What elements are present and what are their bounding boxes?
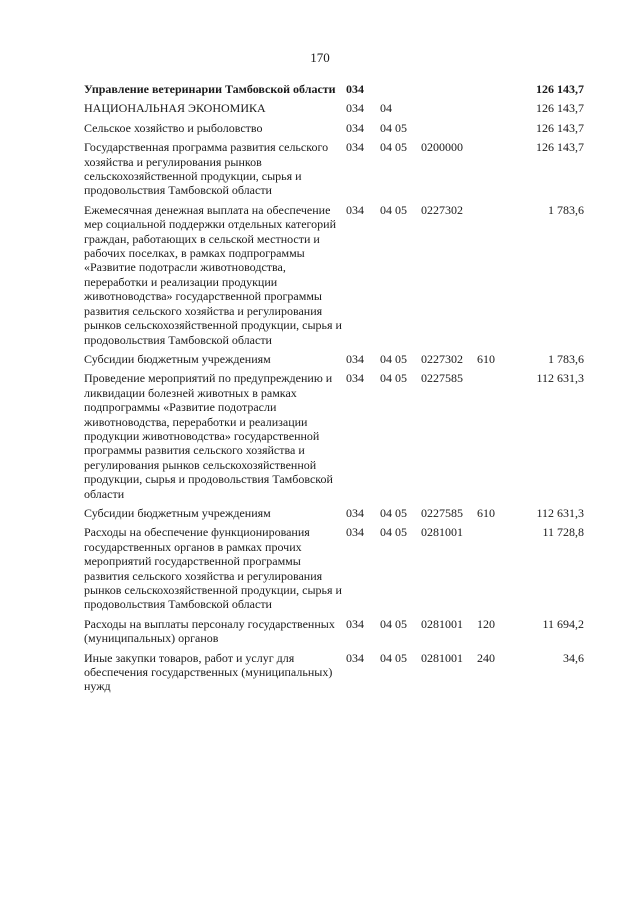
budget-item-name: Ежемесячная денежная выплата на обеспечение мер социальной поддержки отдельных категорий граждан, работающих в сельской местности и рабочих поселках, в рамках подпрограммы «Развитие подотрасли животноводства, переработки и реализации продукции животноводства» государственной программы развития сельского хозяйства и регулирования рынков сельскохозяйственной продукции, сырья и продовольствия Тамбовской области bbox=[84, 202, 342, 347]
expense-type-code bbox=[477, 140, 507, 203]
target-article-code bbox=[421, 101, 477, 120]
department-code: 034 bbox=[346, 101, 364, 116]
target-article-code: 0227585 bbox=[421, 371, 463, 386]
budget-table bbox=[84, 82, 584, 699]
budget-item-name: Проведение мероприятий по предупреждению и ликвидации болезней животных в рамках подпрограммы «Развитие подотрасли животноводства, переработки и реализации продукции животноводства» государственной программы развития сельского хозяйства и регулирования рынков сельскохозяйственной продукции, сырья и продовольствия Тамбовской области bbox=[84, 371, 333, 501]
department-code: 034 bbox=[346, 202, 364, 217]
table-row bbox=[84, 617, 584, 651]
amount: 126 143,7 bbox=[536, 140, 584, 155]
department-code: 034 bbox=[346, 82, 364, 96]
section-code: 04 05 bbox=[380, 202, 407, 217]
section-code: 04 05 bbox=[380, 525, 407, 540]
amount: 112 631,3 bbox=[536, 371, 584, 386]
expense-type-code: 120 bbox=[477, 616, 495, 631]
expense-type-code: 240 bbox=[477, 650, 495, 665]
section-code: 04 05 bbox=[380, 371, 407, 386]
amount: 126 143,7 bbox=[536, 82, 584, 96]
department-code: 034 bbox=[346, 120, 364, 135]
table-row bbox=[84, 101, 584, 120]
target-article-code: 0281001 bbox=[421, 616, 463, 631]
section-code: 04 05 bbox=[380, 140, 407, 155]
section-code: 04 05 bbox=[380, 505, 407, 520]
expense-type-code bbox=[477, 203, 507, 352]
expense-type-code bbox=[477, 82, 507, 101]
table-row bbox=[84, 352, 584, 371]
target-article-code bbox=[421, 82, 477, 101]
budget-item-name: Управление ветеринарии Тамбовской области bbox=[84, 82, 336, 96]
budget-item-name: Субсидии бюджетным учреждениям bbox=[84, 505, 271, 520]
target-article-code: 0200000 bbox=[421, 140, 463, 155]
budget-item-name: Государственная программа развития сельского хозяйства и регулирования рынков сельскохозяйственной продукции, сырья и продовольствия Тамбовской области bbox=[84, 140, 329, 198]
amount: 1 783,6 bbox=[548, 351, 584, 366]
page-number: 170 bbox=[310, 50, 330, 65]
expense-type-code bbox=[477, 371, 507, 506]
expense-type-code: 610 bbox=[477, 351, 495, 366]
section-code: 04 05 bbox=[380, 616, 407, 631]
target-article-code: 0227302 bbox=[421, 351, 463, 366]
amount: 1 783,6 bbox=[548, 202, 584, 217]
amount: 11 694,2 bbox=[542, 616, 584, 631]
amount: 126 143,7 bbox=[536, 120, 584, 135]
target-article-code: 0227585 bbox=[421, 505, 463, 520]
table-row bbox=[84, 525, 584, 616]
table-row bbox=[84, 506, 584, 525]
expense-type-code: 610 bbox=[477, 505, 495, 520]
section-code: 04 bbox=[380, 101, 392, 116]
amount: 34,6 bbox=[563, 650, 584, 665]
expense-type-code bbox=[477, 525, 507, 616]
department-code: 034 bbox=[346, 525, 364, 540]
department-code: 034 bbox=[346, 371, 364, 386]
budget-item-name: Субсидии бюджетным учреждениям bbox=[84, 351, 271, 366]
department-code: 034 bbox=[346, 505, 364, 520]
target-article-code bbox=[421, 121, 477, 140]
amount: 126 143,7 bbox=[536, 101, 584, 116]
amount: 112 631,3 bbox=[536, 505, 584, 520]
table-row bbox=[84, 203, 584, 352]
budget-table-body bbox=[84, 82, 584, 699]
budget-item-name: НАЦИОНАЛЬНАЯ ЭКОНОМИКА bbox=[84, 101, 266, 116]
table-row bbox=[84, 371, 584, 506]
budget-item-name: Расходы на обеспечение функционирования государственных органов в рамках прочих мероприятий государственной программы развития сельского хозяйства и регулирования рынков сельскохозяйственной продукции, сырья и продовольствия Тамбовской области bbox=[84, 525, 342, 612]
table-row bbox=[84, 651, 584, 699]
section-code: 04 05 bbox=[380, 120, 407, 135]
table-row bbox=[84, 140, 584, 203]
section-code bbox=[380, 82, 421, 101]
department-code: 034 bbox=[346, 650, 364, 665]
amount: 11 728,8 bbox=[542, 525, 584, 540]
department-code: 034 bbox=[346, 616, 364, 631]
expense-type-code bbox=[477, 101, 507, 120]
budget-item-name: Иные закупки товаров, работ и услуг для обеспечения государственных (муниципальных) нужд bbox=[84, 650, 333, 694]
budget-item-name: Сельское хозяйство и рыболовство bbox=[84, 120, 263, 135]
department-code: 034 bbox=[346, 140, 364, 155]
target-article-code: 0281001 bbox=[421, 525, 463, 540]
target-article-code: 0281001 bbox=[421, 650, 463, 665]
budget-item-name: Расходы на выплаты персоналу государственных (муниципальных) органов bbox=[84, 616, 335, 646]
target-article-code: 0227302 bbox=[421, 202, 463, 217]
table-row bbox=[84, 121, 584, 140]
section-code: 04 05 bbox=[380, 351, 407, 366]
department-code: 034 bbox=[346, 351, 364, 366]
table-row bbox=[84, 82, 584, 101]
expense-type-code bbox=[477, 121, 507, 140]
section-code: 04 05 bbox=[380, 650, 407, 665]
